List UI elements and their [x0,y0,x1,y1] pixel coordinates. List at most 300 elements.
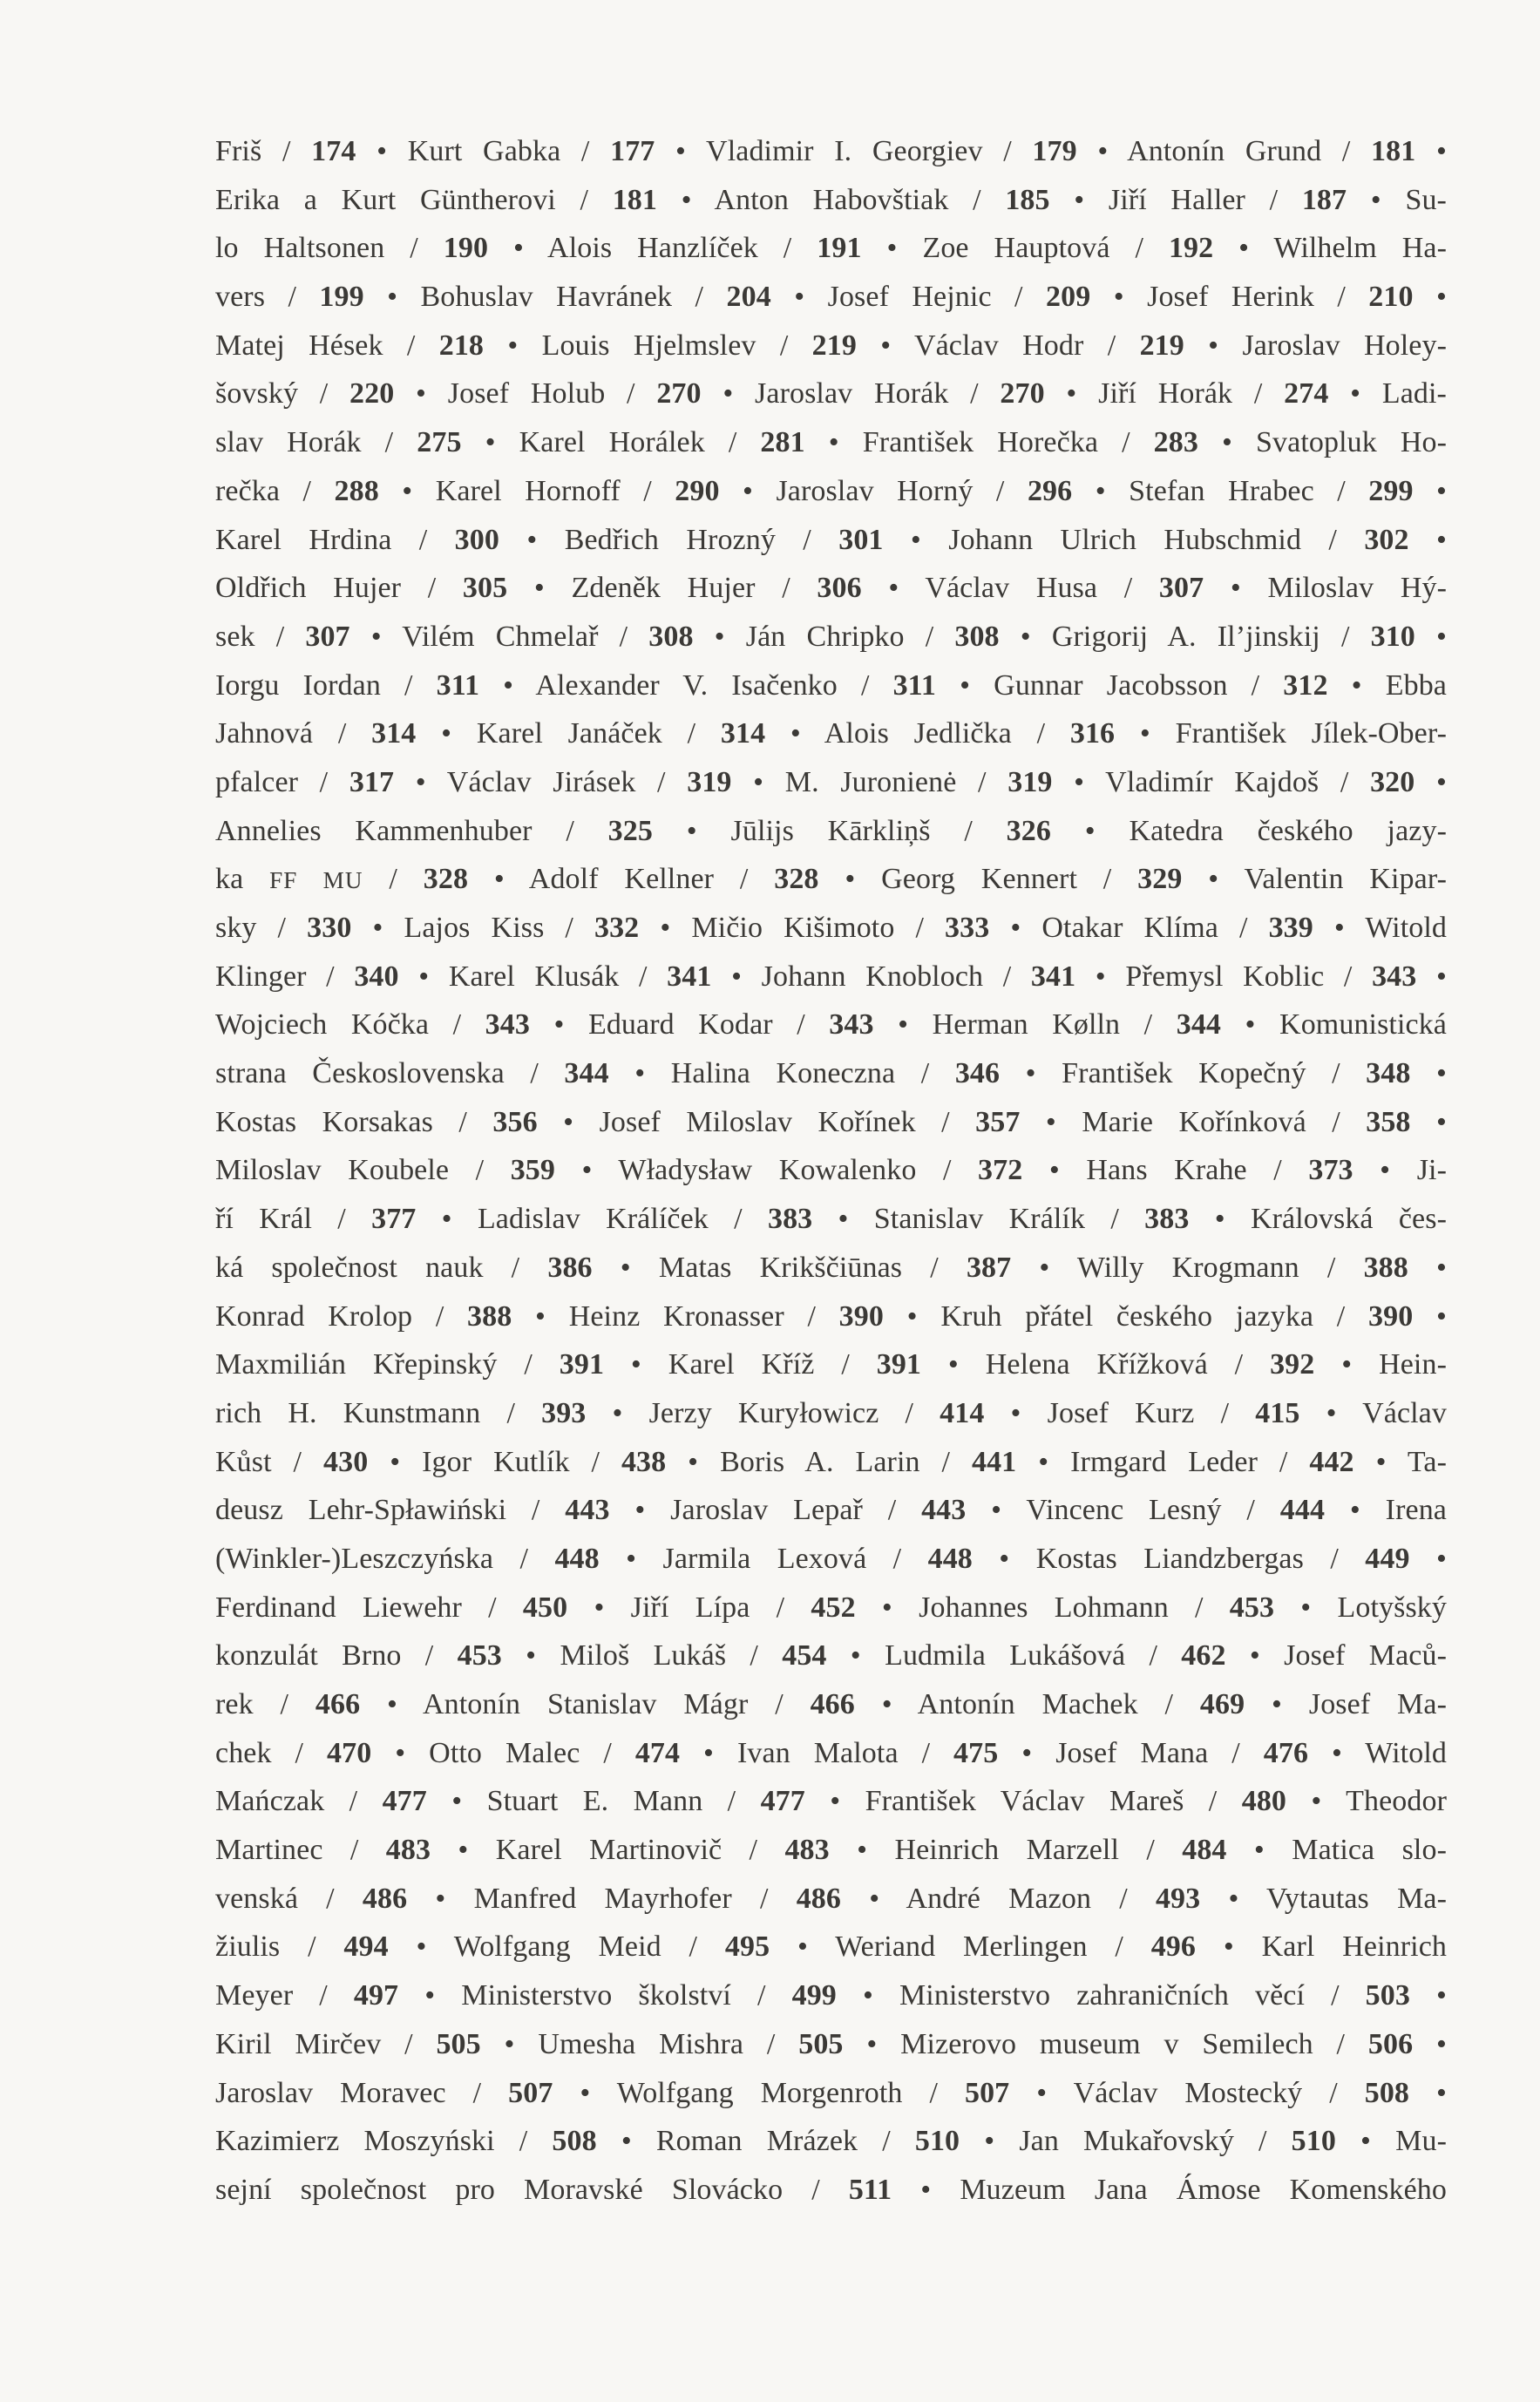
entry-text: • Alexander V. Isačenko / [479,668,893,702]
page-number: 270 [656,377,702,411]
page-number: 181 [1371,135,1416,167]
page-number: 181 [612,183,658,216]
page-number: 510 [914,2125,960,2158]
entry-text: • Přemysl Koblic / [1075,960,1373,993]
entry-text: Annelies Kammenhuber / [215,814,608,847]
page-number: 333 [945,912,990,944]
page-number: 275 [417,426,462,459]
entry-text: šovský / [215,377,350,411]
entry-text: • Vincenc Lesný / [966,1494,1280,1527]
entry-text: • Antonín Grund / [1076,135,1372,167]
page-number: 443 [921,1494,967,1527]
entry-text: • Su- [1347,183,1447,216]
smallcaps-abbreviation: FF MU [269,867,363,894]
page-number: 344 [564,1057,609,1090]
page-number: 377 [371,1203,417,1236]
entry-text: • Lotyšský [1274,1591,1447,1624]
entry-text: • Georg Kennert / [818,863,1138,896]
page-number: 484 [1182,1834,1227,1867]
entry-text: ká společnost nauk / [215,1251,548,1284]
page-number: 357 [975,1105,1021,1138]
index-line [215,467,1447,516]
index-line [215,322,1447,370]
page-number: 328 [423,863,469,896]
entry-text: • [1413,1299,1447,1333]
page-number: 466 [810,1688,855,1720]
page-number: 506 [1367,2027,1414,2060]
entry-text: konzulát Brno / [215,1639,458,1673]
page-number: 511 [848,2173,892,2206]
entry-text: • Lajos Kiss / [351,912,594,944]
entry-text: • Antonín Stanislav Mágr / [360,1688,811,1720]
page-number: 494 [343,1930,389,1964]
entry-text: • Johannes Lohmann / [855,1591,1230,1624]
entry-text: • František Horečka / [804,426,1154,459]
index-line [215,1146,1447,1195]
entry-text: • Heinz Kronasser / [512,1299,839,1333]
page-number: 343 [829,1008,874,1042]
page-number: 486 [796,1882,842,1915]
index-line [215,2020,1447,2069]
entry-text: Jahnová / [215,717,372,750]
page-number: 174 [311,135,356,167]
page-number: 339 [1268,912,1313,944]
index-line [215,1340,1447,1389]
entry-text: • Václav Hodr / [856,329,1140,362]
entry-text: strana Československa / [215,1057,565,1090]
entry-text: • Gunnar Jacobsson / [936,668,1284,702]
entry-text: • Muzeum Jana Ámose Komenského [892,2173,1447,2206]
page-number: 415 [1255,1396,1300,1429]
index-line [215,127,1447,176]
entry-text: • Wolfgang Morgenroth / [553,2076,965,2109]
page-number: 387 [966,1251,1012,1284]
entry-text: • Bedřich Hrozný / [499,523,839,556]
page-number: 219 [811,329,857,362]
page-number: 274 [1284,377,1329,411]
page-number: 199 [319,281,364,314]
entry-text: • Jiří Lípa / [567,1591,811,1624]
entry-text: • Vladimir I. Georgiev / [655,135,1033,167]
entry-text: ka [215,863,270,896]
index-line [215,1293,1447,1341]
entry-text: • Adolf Kellner / [468,863,775,896]
entry-text: Ferdinand Liewehr / [215,1591,523,1624]
entry-text: • Hein- [1314,1348,1448,1381]
entry-text: • František Jílek-Ober- [1115,717,1447,750]
page-number: 346 [954,1057,1001,1090]
index-line [215,1632,1447,1680]
entry-text: • Stanislav Králík / [812,1203,1145,1236]
page-number: 332 [594,912,640,944]
page-number: 341 [1030,960,1076,993]
entry-text: • Johann Ulrich Hubschmid / [883,523,1365,556]
page-number: 444 [1279,1494,1326,1527]
entry-text: • [1409,1542,1448,1575]
page-number: 319 [1007,765,1053,798]
entry-text: vers / [215,281,320,314]
index-line [215,516,1447,565]
entry-text: • Herman Kølln / [873,1008,1177,1042]
index-line [215,2069,1447,2118]
page-number: 311 [436,668,480,702]
page-number: 329 [1137,863,1183,896]
page-number: 480 [1241,1785,1287,1818]
entry-text: • Ján Chripko / [693,620,955,653]
page-number: 477 [382,1785,427,1818]
entry-text: • Eduard Kodar / [529,1008,830,1042]
index-line [215,1389,1447,1438]
index-line [215,1729,1447,1778]
page-number: 219 [1139,329,1184,362]
page-number: 393 [541,1396,587,1429]
entry-text: • [1408,1251,1448,1284]
page-number: 441 [971,1445,1017,1478]
index-line [215,1680,1447,1729]
page-number: 486 [362,1882,408,1915]
entry-text: • Mičio Kišimoto / [639,912,946,944]
entry-text: • Vytautas Ma- [1200,1882,1448,1915]
entry-text: Kostas Korsakas / [215,1105,493,1138]
index-line [215,1486,1447,1535]
page-number: 462 [1181,1639,1226,1673]
entry-text: • Ludmila Lukášová / [826,1639,1182,1673]
page-number: 310 [1370,620,1415,653]
page-number: 474 [634,1736,681,1769]
entry-text: venská / [215,1882,363,1915]
entry-text: • [1413,281,1448,314]
page-number: 359 [510,1154,555,1187]
page-number: 192 [1168,232,1214,265]
entry-text: • Otakar Klíma / [989,912,1269,944]
index-line [215,662,1447,710]
entry-text: • Karel Klusák / [398,960,668,993]
page-number: 218 [438,329,485,362]
index-line [215,1584,1447,1632]
entry-text: chek / [215,1736,327,1769]
entry-text: • Władysław Kowalenko / [555,1154,979,1187]
entry-text: • František Kopečný / [1000,1057,1367,1090]
entry-text: • Jaroslav Holey- [1184,329,1447,362]
entry-text: • Roman Mrázek / [596,2125,915,2158]
page-number: 508 [1364,2076,1410,2109]
page-number: 372 [978,1154,1023,1187]
entry-text: • Ivan Malota / [680,1736,954,1769]
page-number: 508 [552,2125,597,2158]
entry-text: • Weriand Merlingen / [770,1930,1151,1964]
entry-text: • Karl Heinrich [1196,1930,1447,1964]
page-number: 388 [1363,1251,1408,1284]
index-line [215,855,1447,904]
entry-text: • Jiří Haller / [1049,183,1302,216]
page-number: 391 [559,1348,605,1381]
entry-text: • Královská čes- [1189,1203,1447,1236]
entry-text: sejní společnost pro Moravské Slovácko / [215,2173,849,2206]
page-number: 288 [334,474,379,507]
page-number: 470 [327,1736,372,1769]
entry-text: • Katedra českého jazy- [1050,814,1447,847]
entry-text: Jaroslav Moravec / [215,2076,509,2109]
page-number: 326 [1006,814,1051,847]
entry-text: deusz Lehr-Spławiński / [215,1494,566,1527]
page-number: 191 [817,232,862,265]
entry-text: • [1414,765,1448,798]
entry-text: • Jiří Horák / [1044,377,1285,411]
page-number: 466 [315,1688,361,1720]
index-line [215,1875,1447,1924]
entry-text: • Václav Jirásek / [394,765,688,798]
entry-text: • Miloš Lukáš / [501,1639,783,1673]
index-line [215,564,1447,613]
page-number: 344 [1176,1008,1222,1042]
entry-text: Konrad Krolop / [215,1299,468,1333]
entry-text: • Umesha Mishra / [480,2027,799,2060]
page-number: 301 [838,523,884,556]
page-number: 305 [462,572,508,605]
entry-text: • Bohuslav Havránek / [363,281,727,314]
page-number: 510 [1291,2125,1336,2158]
page-number: 475 [953,1736,999,1769]
page-number: 497 [353,1979,399,2012]
entry-text: • Ji- [1353,1154,1448,1187]
entry-text: • Josef Mana / [998,1736,1264,1769]
page-number: 317 [349,765,395,798]
entry-text: Klinger / [215,960,355,993]
entry-text: rek / [215,1688,315,1720]
page-number: 209 [1046,281,1091,314]
page-number: 308 [648,620,694,653]
entry-text: • André Mazon / [841,1882,1156,1915]
index-line [215,1777,1447,1826]
page-number: 270 [1000,377,1045,411]
entry-text: • Marie Kořínková / [1020,1105,1367,1138]
entry-text: Oldřich Hujer / [215,572,463,605]
index-line [215,273,1447,322]
page-number: 204 [726,281,771,314]
entry-text: • Václav Husa / [861,572,1159,605]
entry-text: • Stuart E. Mann / [426,1785,761,1818]
entry-text: • Alois Hanzlíček / [488,232,817,265]
page-number: 283 [1153,426,1198,459]
index-text-block [215,127,1447,2215]
page-number: 328 [774,863,819,896]
entry-text: • Jūlijs Kārkliņš / [652,814,1007,847]
entry-text: Kiril Mirčev / [215,2027,437,2060]
page-number: 302 [1364,523,1409,556]
page-number: 307 [305,620,350,653]
entry-text: • Halina Koneczna / [608,1057,955,1090]
entry-text: Friš / [215,135,312,167]
page-number: 450 [522,1591,568,1624]
entry-text: / [363,863,424,896]
page-number: 300 [454,523,499,556]
index-line [215,176,1447,225]
page-number: 341 [667,960,712,993]
entry-text: Meyer / [215,1979,354,2012]
page-number: 469 [1199,1688,1245,1720]
page-number: 299 [1368,474,1414,507]
entry-text: • Komunistická [1221,1008,1447,1042]
index-line [215,709,1447,758]
page-number: 296 [1027,474,1073,507]
page-number: 314 [720,717,766,750]
page-number: 390 [1368,1299,1414,1333]
entry-text: Matej Hések / [215,329,439,362]
page-number: 414 [940,1396,985,1429]
entry-text: Iorgu Iordan / [215,668,437,702]
entry-text: pfalcer / [215,765,349,798]
page-number: 373 [1308,1154,1353,1187]
page-number: 505 [798,2027,844,2060]
entry-text: ří Král / [215,1203,372,1236]
page-number: 343 [485,1008,530,1042]
page-number: 453 [1229,1591,1275,1624]
page-number: 290 [675,474,720,507]
entry-text: • Otto Malec / [371,1736,635,1769]
entry-text: • Kurt Gabka / [356,135,611,167]
entry-text: • Manfred Mayrhofer / [407,1882,797,1915]
page-number: 343 [1372,960,1417,993]
entry-text: • [1408,523,1448,556]
index-line [215,953,1447,1001]
entry-text: • Zoe Hauptová / [861,232,1169,265]
entry-text: • Grigorij A. Il’jinskij / [999,620,1371,653]
entry-text: • [1409,1979,1448,2012]
entry-text: • Wilhelm Ha- [1213,232,1447,265]
page-number: 348 [1366,1057,1411,1090]
entry-text: • Wolfgang Meid / [388,1930,725,1964]
entry-text: • Helena Křížková / [921,1348,1271,1381]
page-number: 438 [621,1445,667,1478]
index-line [215,1098,1447,1147]
page-number: 442 [1309,1445,1354,1478]
entry-text: • [1410,1105,1447,1138]
entry-text: • Stefan Hrabec / [1072,474,1369,507]
entry-text: • Mizerovo museum v Semilech / [843,2027,1368,2060]
page-number: 495 [724,1930,770,1964]
page-number: 507 [508,2076,553,2109]
page-number: 340 [354,960,399,993]
index-line [215,1971,1447,2020]
entry-text: • [1415,135,1447,167]
entry-text: • Josef Kurz / [984,1396,1256,1429]
index-line [215,1195,1447,1244]
entry-text: • Heinrich Marzell / [829,1834,1183,1867]
entry-text: • Mu- [1335,2125,1447,2158]
page-number: 325 [607,814,653,847]
entry-text: • Johann Knobloch / [711,960,1031,993]
page-number: 308 [954,620,1000,653]
index-line [215,1001,1447,1049]
page-number: 383 [1144,1203,1190,1236]
entry-text: • Ladi- [1328,377,1447,411]
page-number: 220 [349,377,395,411]
entry-text: • Karel Horálek / [461,426,761,459]
entry-text: • Josef Maců- [1225,1639,1448,1673]
page-number: 483 [385,1834,431,1867]
page-number: 449 [1365,1542,1410,1575]
index-line [215,807,1447,856]
entry-text: • Kostas Liandzbergas / [972,1542,1366,1575]
entry-text: • M. Juronienė / [731,765,1008,798]
entry-text: • Vilém Chmelař / [349,620,649,653]
entry-text: • Willy Krogmann / [1011,1251,1364,1284]
index-line [215,1923,1447,1971]
page-number: 503 [1365,1979,1410,2012]
page-number: 312 [1283,668,1328,702]
index-line [215,370,1447,418]
page-number: 185 [1005,183,1050,216]
entry-text: • Jaroslav Horák / [701,377,1001,411]
entry-text: • Alois Jedlička / [765,717,1070,750]
index-line [215,613,1447,662]
entry-text: • Boris A. Larin / [666,1445,972,1478]
page-number: 320 [1370,765,1415,798]
page-number: 496 [1150,1930,1197,1964]
page-number: 316 [1069,717,1116,750]
page-number: 448 [927,1542,973,1575]
page-number: 281 [760,426,805,459]
page-number: 210 [1368,281,1414,314]
entry-text: • Ta- [1353,1445,1447,1478]
entry-text: • [1409,2076,1447,2109]
entry-text: • Matas Krikščiūnas / [592,1251,967,1284]
entry-text: • František Václav Mareš / [804,1785,1242,1818]
entry-text: • Ebba [1327,668,1448,702]
entry-text: Kůst / [215,1445,323,1478]
entry-text: • Valentin Kipar- [1182,863,1448,896]
page-number: 388 [467,1299,512,1333]
page-number: 443 [565,1494,610,1527]
page-number: 483 [784,1834,830,1867]
entry-text: • Jan Mukařovský / [960,2125,1292,2158]
entry-text: Karel Hrdina / [215,523,455,556]
entry-text: • Theodor [1286,1785,1448,1818]
entry-text: • Karel Hornoff / [378,474,675,507]
entry-text: • Ministerstvo školství / [398,1979,792,2012]
page-number: 383 [767,1203,813,1236]
entry-text: • Jerzy Kuryłowicz / [586,1396,940,1429]
entry-text: Mańczak / [215,1785,383,1818]
entry-text: rich H. Kunstmann / [215,1396,542,1429]
entry-text: • Witold [1308,1736,1447,1769]
entry-text: • Anton Habovštiak / [657,183,1006,216]
entry-text: • Ministerstvo zahraničních věcí / [836,1979,1366,2012]
entry-text: • Irena [1325,1494,1447,1527]
entry-text: • Václav [1299,1396,1447,1429]
entry-text: Maxmilián Křepinský / [215,1348,560,1381]
entry-text: • Josef Miloslav Kořínek / [537,1105,976,1138]
entry-text: • Josef Holub / [394,377,657,411]
entry-text: • Louis Hjelmslev / [484,329,812,362]
entry-text: • Witold [1313,912,1447,944]
page-number: 179 [1032,135,1077,167]
index-line [215,1535,1447,1584]
page-number: 358 [1366,1105,1411,1138]
entry-text: lo Haltsonen / [215,232,444,265]
page-number: 507 [964,2076,1010,2109]
entry-text: • Ladislav Králíček / [416,1203,768,1236]
entry-text: • Jaroslav Horný / [719,474,1028,507]
page-number: 453 [457,1639,502,1673]
entry-text: • Hans Krahe / [1022,1154,1309,1187]
page-number: 314 [371,717,417,750]
entry-text: rečka / [215,474,335,507]
index-line [215,758,1447,807]
page-number: 454 [782,1639,827,1673]
entry-text: • Zdeněk Hujer / [507,572,817,605]
entry-text: (Winkler-)Leszczyńska / [215,1542,555,1575]
